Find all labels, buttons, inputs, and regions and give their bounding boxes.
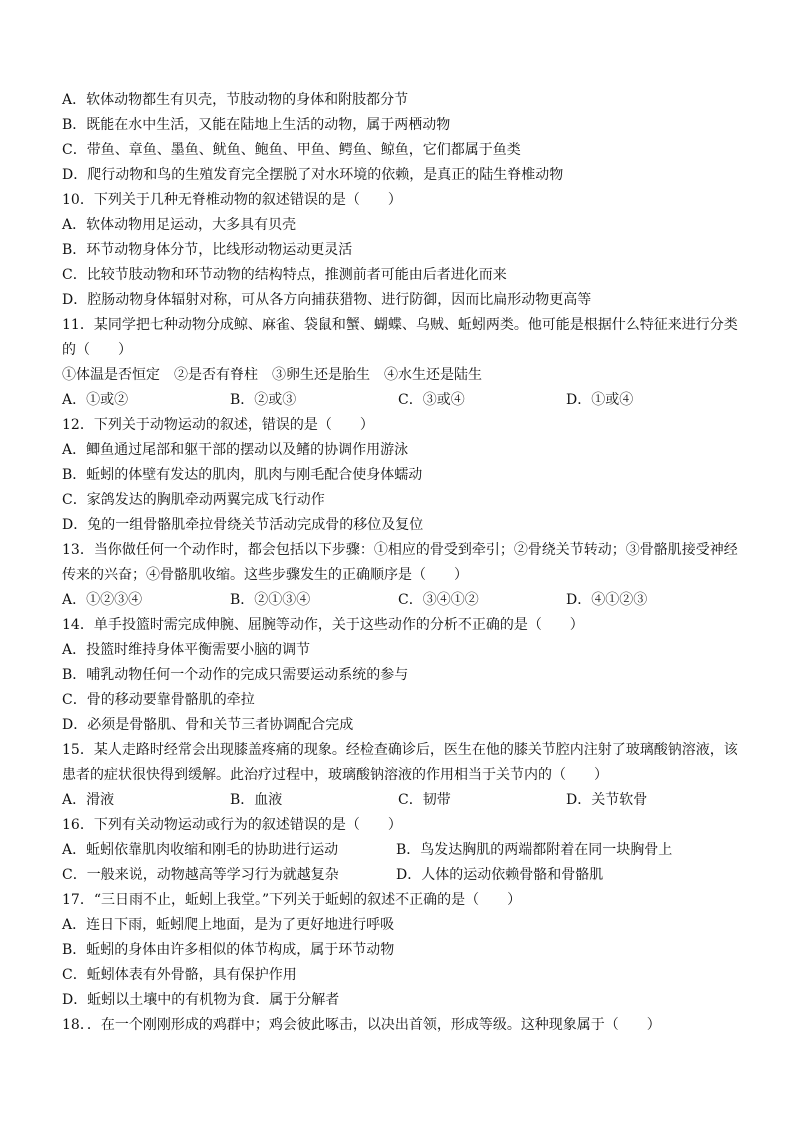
q11-option-d: D．①或④	[566, 392, 634, 408]
q15-option-b: B．血液	[230, 792, 283, 808]
q15-option-a: A．滑液	[62, 792, 115, 808]
q13-option-b: B．②①③④	[230, 592, 311, 608]
question-18-stem: 18．．在一个刚刚形成的鸡群中；鸡会彼此啄击，以决出首领，形成等级。这种现象属于（ ）	[62, 1017, 661, 1033]
q13-option-d: D．④①②③	[566, 592, 648, 608]
option-d: D．爬行动物和鸟的生殖发育完全摆脱了对水环境的依赖，是真正的陆生脊椎动物	[62, 167, 564, 183]
q17-option-a: A．连日下雨，蚯蚓爬上地面，是为了更好地进行呼吸	[62, 917, 395, 933]
q15-option-c: C．韧带	[398, 792, 451, 808]
q14-option-b: B．哺乳动物任何一个动作的完成只需要运动系统的参与	[62, 667, 409, 683]
question-15-stem: 15．某人走路时经常会出现膝盖疼痛的现象。经检查确诊后，医生在他的膝关节腔内注射了玻璃酸钠溶液，该	[62, 742, 738, 758]
q10-option-a: A．软体动物用足运动，大多具有贝壳	[62, 217, 297, 233]
q12-option-c: C．家鸽发达的胸肌牵动两翼完成飞行动作	[62, 492, 325, 508]
question-12-stem: 12．下列关于动物运动的叙述，错误的是（ ）	[62, 417, 374, 433]
q10-option-d: D．腔肠动物身体辐射对称，可从各方向捕获猎物、进行防御，因而比扁形动物更高等	[62, 292, 592, 308]
q16-options-row-1	[62, 838, 742, 863]
question-11-stem-cont: 的（ ）	[62, 342, 132, 358]
q10-option-c: C．比较节肢动物和环节动物的结构特点，推测前者可能由后者进化而来	[62, 267, 507, 283]
q14-option-a: A．投篮时维持身体平衡需要小脑的调节	[62, 642, 311, 658]
question-15-stem-cont: 患者的症状很快得到缓解。此治疗过程中，玻璃酸钠溶液的作用相当于关节内的（ ）	[62, 767, 608, 783]
q16-option-c: C．一般来说，动物越高等学习行为就越复杂	[62, 867, 339, 883]
question-17-stem: 17．“三日雨不止，蚯蚓上我堂。”下列关于蚯蚓的叙述不正确的是（ ）	[62, 892, 522, 908]
q17-option-c: C．蚯蚓体表有外骨骼，具有保护作用	[62, 967, 297, 983]
question-14-stem: 14．单手投篮时需完成伸腕、屈腕等动作，关于这些动作的分析不正确的是（ ）	[62, 617, 584, 633]
q16-option-b: B．鸟发达胸肌的两端都附着在同一块胸骨上	[396, 842, 673, 858]
q11-option-a: A．①或②	[62, 392, 129, 408]
q13-option-c: C．③④①②	[398, 592, 479, 608]
q13-options	[62, 588, 742, 613]
q10-option-b: B．环节动物身体分节，比线形动物运动更灵活	[62, 242, 353, 258]
question-16-stem: 16．下列有关动物运动或行为的叙述错误的是（ ）	[62, 817, 402, 833]
option-a: A．软体动物都生有贝壳，节肢动物的身体和附肢都分节	[62, 92, 409, 108]
q13-option-a: A．①②③④	[62, 592, 143, 608]
question-10-stem: 10．下列关于几种无脊椎动物的叙述错误的是（ ）	[62, 192, 402, 208]
q12-option-a: A．鲫鱼通过尾部和躯干部的摆动以及鳍的协调作用游泳	[62, 442, 409, 458]
question-11-stem: 11．某同学把七种动物分成鲸、麻雀、袋鼠和蟹、蝴蝶、乌贼、蚯蚓两类。他可能是根据什么特征来进行分类	[62, 317, 738, 333]
exam-page	[62, 88, 742, 1038]
q12-option-b: B．蚯蚓的体壁有发达的肌肉，肌肉与刚毛配合使身体蠕动	[62, 467, 423, 483]
q11-option-c: C．③或④	[398, 392, 465, 408]
q14-option-d: D．必须是骨骼肌、骨和关节三者协调配合完成	[62, 717, 354, 733]
q12-option-d: D．兔的一组骨骼肌牵拉骨绕关节活动完成骨的移位及复位	[62, 517, 424, 533]
q15-options	[62, 788, 742, 813]
q17-option-b: B．蚯蚓的身体由许多相似的体节构成，属于环节动物	[62, 942, 395, 958]
option-b: B．既能在水中生活，又能在陆地上生活的动物，属于两栖动物	[62, 117, 451, 133]
q16-options-row-2	[62, 863, 742, 888]
q16-option-a: A．蚯蚓依靠肌肉收缩和刚毛的协助进行运动	[62, 842, 339, 858]
q16-option-d: D．人体的运动依赖骨骼和骨骼肌	[396, 867, 604, 883]
q17-option-d: D．蚯蚓以土壤中的有机物为食．属于分解者	[62, 992, 340, 1008]
q11-criteria: ①体温是否恒定 ②是否有脊柱 ③卵生还是胎生 ④水生还是陆生	[62, 367, 482, 383]
question-13-stem: 13．当你做任何一个动作时，都会包括以下步骤：①相应的骨受到牵引；②骨绕关节转动；③骨骼肌接受神经	[62, 542, 738, 558]
q11-options	[62, 388, 742, 413]
q11-option-b: B．②或③	[230, 392, 297, 408]
option-c: C．带鱼、章鱼、墨鱼、鱿鱼、鲍鱼、甲鱼、鳄鱼、鲸鱼，它们都属于鱼类	[62, 142, 521, 158]
q14-option-c: C．骨的移动要靠骨骼肌的牵拉	[62, 692, 255, 708]
q15-option-d: D．关节软骨	[566, 792, 648, 808]
question-13-stem-cont: 传来的兴奋；④骨骼肌收缩。这些步骤发生的正确顺序是（ ）	[62, 567, 468, 583]
